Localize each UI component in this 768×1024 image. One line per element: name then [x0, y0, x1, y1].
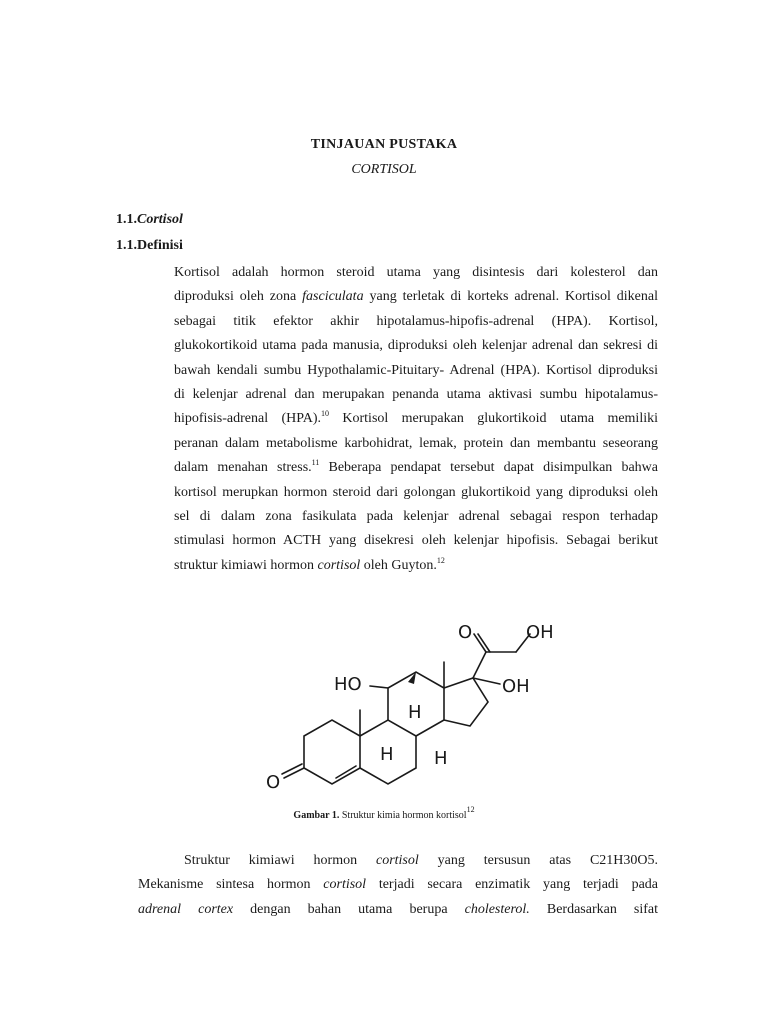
paragraph-line: bawah kendali sumbu Hypothalamic-Pituitary- Adrenal (HPA). Kortisol diproduksi: [174, 362, 658, 378]
paragraph-line: Kortisol adalah hormon steroid utama yang disintesis dari kolesterol dan: [174, 265, 658, 280]
hydrogen-label: H: [408, 702, 422, 723]
definition-paragraph: [138, 261, 658, 578]
page-subtitle: CORTISOL: [351, 162, 417, 177]
paragraph-line: adrenal cortex dengan bahan utama berupa cholesterol. Berdasarkan sifat: [138, 901, 659, 917]
hydroxyl-label: OH: [526, 622, 554, 643]
paragraph-line: sel di dalam zona fasikulata pada kelenjar adrenal sebagai respon terhadap: [174, 509, 658, 525]
subsection-heading: 1.1.Definisi: [116, 238, 183, 253]
cortisol-structure-figure: [258, 618, 558, 793]
hydrogen-label: H: [380, 744, 394, 765]
paragraph-line: hipofisis-adrenal (HPA).$^{10}$ Kortisol merupakan glukortikoid utama memiliki: [174, 409, 658, 427]
caption-label: Gambar 1.: [293, 810, 340, 821]
hydroxyl-label: OH: [502, 676, 530, 697]
paragraph-line: Struktur kimiawi hormon cortisol yang tersusun atas C21H30O5.: [184, 853, 659, 868]
caption-text: Struktur kimia hormon kortisol: [339, 810, 467, 821]
paragraph-line: struktur kimiawi hormon cortisol oleh Guyton.$^{12}$: [174, 555, 445, 573]
section-title: Cortisol: [137, 212, 183, 227]
page-title: TINJAUAN PUSTAKA: [310, 137, 458, 152]
ketone-label: O: [266, 772, 281, 793]
paragraph-line: dalam menahan stress.$^{11}$ Beberapa pendapat tersebut dapat disimpulkan bahwa: [174, 458, 658, 476]
paragraph-line: diproduksi oleh zona fasciculata yang terletak di korteks adrenal. Kortisol dikenal: [174, 289, 658, 305]
citation-ref: 12: [466, 805, 475, 814]
section-heading: [116, 212, 183, 228]
paragraph-line: Mekanisme sintesa hormon cortisol terjadi secara enzimatik yang terjadi pada: [138, 877, 658, 893]
synthesis-paragraph: [138, 849, 658, 922]
paragraph-line: kortisol merupkan hormon steroid dari golongan glukortikoid yang diproduksi oleh: [174, 484, 658, 500]
paragraph-line: glukokortikoid utama pada manusia, diproduksi oleh kelenjar adrenal dan sekresi di: [174, 338, 658, 354]
hydrogen-label: H: [434, 748, 448, 769]
citation-ref: 10: [321, 409, 330, 419]
hydroxyl-label: HO: [334, 674, 362, 695]
citation-ref: 12: [436, 555, 445, 565]
ring-d: [444, 678, 488, 726]
paragraph-line: sebagai titik efektor akhir hipotalamus-hipofis-adrenal (HPA). Kortisol,: [174, 313, 658, 329]
paragraph-line: peranan dalam metabolisme karbohidrat, lemak, protein dan membantu seseorang: [174, 435, 658, 451]
ring-a: [304, 720, 360, 784]
citation-ref: 11: [311, 458, 320, 468]
paragraph-line: di kelenjar adrenal dan merupakan penanda utama aktivasi sumbu hipotalamus-: [174, 387, 658, 403]
figure-caption: [0, 805, 768, 821]
carbonyl-label: O: [458, 622, 473, 643]
paragraph-line: stimulasi hormon ACTH yang disekresi oleh kelenjar hipofisis. Sebagai berikut: [174, 533, 658, 549]
section-number: 1.1.: [116, 212, 137, 227]
